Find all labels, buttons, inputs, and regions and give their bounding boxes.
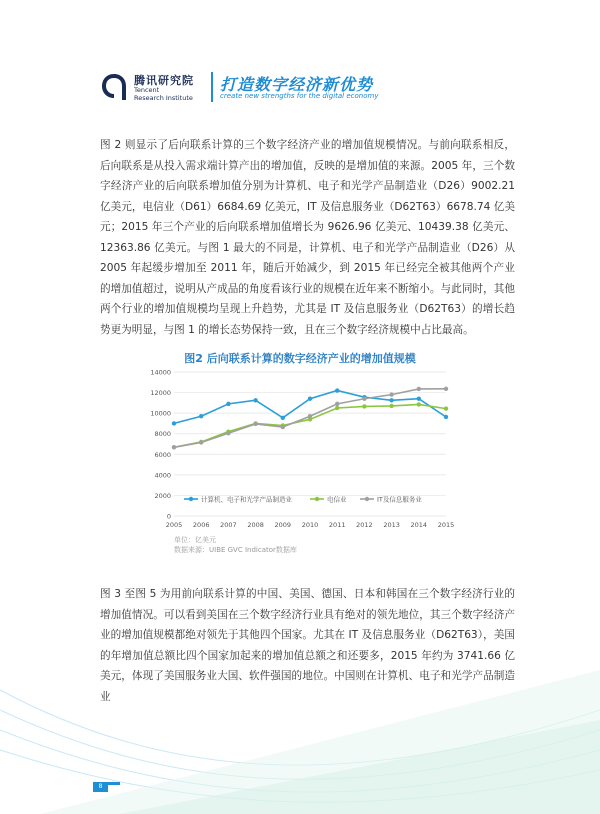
x-tick-label: 2012 — [356, 521, 373, 529]
data-point — [335, 402, 339, 406]
y-tick-label: 10000 — [150, 409, 171, 418]
data-point — [389, 392, 393, 396]
y-tick-label: 14000 — [150, 368, 171, 377]
header-slogan: 打造数字经济新优势 — [220, 75, 374, 94]
data-point — [199, 414, 203, 418]
data-point — [417, 397, 421, 401]
page-header — [100, 70, 540, 106]
logo-english-name — [134, 86, 194, 102]
data-point — [308, 414, 312, 418]
data-point — [253, 422, 257, 426]
x-tick-label: 2008 — [247, 521, 264, 529]
x-tick-label: 2005 — [165, 521, 183, 529]
chart-title: 图2 后向联系计算的数字经济产业的增加值规模 — [184, 352, 416, 365]
x-tick-label: 2014 — [410, 521, 428, 529]
logo-english-line2: Research Institute — [134, 94, 193, 102]
page-number: 8 — [93, 782, 108, 792]
x-tick-label: 2006 — [192, 521, 210, 529]
data-point — [226, 431, 230, 435]
legend-label: 计算机、电子和光学产品制造业 — [201, 495, 292, 504]
chart-unit-note: 单位：亿美元 — [174, 536, 216, 544]
x-tick-label: 2007 — [220, 521, 237, 529]
data-point — [226, 402, 230, 406]
x-tick-label: 2010 — [301, 521, 319, 529]
data-point — [417, 402, 421, 406]
x-tick-label: 2013 — [383, 521, 400, 529]
data-point — [172, 445, 176, 449]
logo-english-line1: Tencent — [134, 86, 160, 94]
legend-marker — [365, 497, 369, 501]
data-point — [389, 398, 393, 402]
data-point — [199, 440, 203, 444]
chart-notes — [174, 535, 297, 555]
legend-marker — [315, 497, 319, 501]
y-tick-label: 6000 — [154, 450, 171, 459]
data-point — [281, 425, 285, 429]
body-paragraph-1: 图 2 则显示了后向联系计算的三个数字经济产业的增加值规模情况。与前向联系相反，后向联系是从投入需求端计算产出的增加值，反映的是增加值的来源。2005 年，三个数字经济产业的后向联系增加值分别为计算机、电子和光学产品制造业（D26）9002.21 亿美元，电信业（D61）6684.69 亿美元，IT 及信息服务业（D62T63）6678.74 亿美元；2015 年三个产业的后向联系增加值增长为 9626.96 亿美元、10439.38 亿美元、12363.86 亿美元。与图 1 最大的不同是，计算机、电子和光学产品制造业（D26）从 2005 年起缓步增加至 2011 年，随后开始减少，到 2015 年已经完全被其他两个产业的增加值超过，说明从产成品的角度看该行业的规模在近年来不断缩小。与此同时，其他两个行业的增加值规模均呈现上升趋势，尤其是 IT 及信息服务业（D62T63）的增长趋势更为明显，与图 1 的增长态势保持一致，且在三个数字经济规模中占比最高。 — [100, 139, 515, 336]
data-point — [389, 404, 393, 408]
y-tick-label: 12000 — [150, 389, 171, 398]
x-tick-label: 2011 — [328, 521, 346, 529]
legend-label: 电信业 — [327, 495, 347, 504]
body-paragraph-2: 图 3 至图 5 为用前向联系计算的中国、美国、德国、日本和韩国在三个数字经济行业的增加值情况。可以看到美国在三个数字经济行业具有绝对的领先地位，其三个数字经济产业的增加值规模都绝对领先于其他四个国家。尤其在 IT 及信息服务业（D62T63），美国的年增加值总额比四个国家加起来的增加值总额之和还要多，2015 年约为 3741.66 亿美元，体现了美国服务业大国、软件强国的地位。中国则在计算机、电子和光学产品制造业 — [100, 588, 515, 703]
chart-source-note: 数据来源：UIBE GVC Indicator数据库 — [174, 546, 297, 554]
data-point — [444, 415, 448, 419]
line-chart — [150, 362, 460, 534]
x-tick-label: 2009 — [274, 521, 292, 529]
data-point — [172, 421, 176, 425]
y-tick-label: 2000 — [154, 491, 171, 500]
footer-decoration — [0, 650, 600, 814]
header-divider — [211, 72, 213, 102]
header-slogan-english: create new strengths for the digital economy — [220, 92, 379, 100]
data-point — [362, 404, 366, 408]
data-point — [444, 406, 448, 410]
tencent-logo-icon — [100, 72, 128, 102]
data-point — [335, 406, 339, 410]
logo-chinese-name: 腾讯研究院 — [134, 74, 194, 87]
y-tick-label: 8000 — [154, 430, 171, 439]
data-point — [335, 388, 339, 392]
data-point — [444, 387, 448, 391]
y-tick-label: 4000 — [154, 471, 171, 480]
data-point — [308, 397, 312, 401]
data-point — [253, 398, 257, 402]
legend-marker — [189, 497, 193, 501]
data-point — [281, 416, 285, 420]
data-point — [362, 397, 366, 401]
y-tick-label: 0 — [166, 512, 171, 521]
data-point — [417, 387, 421, 391]
x-tick-label: 2015 — [437, 521, 455, 529]
legend-label: IT及信息服务业 — [377, 495, 422, 504]
